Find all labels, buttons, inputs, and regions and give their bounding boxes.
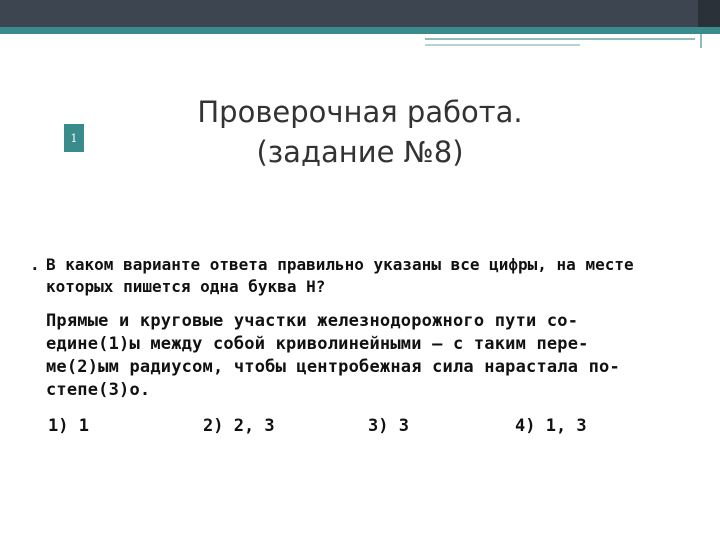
answer-option-2: 2) 2, 3 <box>203 416 275 436</box>
question-text: В каком варианте ответа правильно указаны все цифры, на месте которых пишется одна буква Н? <box>46 255 634 296</box>
slide-title <box>140 92 580 172</box>
answer-options <box>48 416 648 440</box>
bullet: . <box>30 255 40 274</box>
teal-accent-band <box>0 27 720 34</box>
passage-text: Прямые и круговые участки железнодорожного пути со- едине(1)ы между собой криволинейными — с таким пере- ме(2)ым радиусом, чтобы центробежная сила нарастала по- степе(3)о. <box>46 311 620 400</box>
answer-option-3: 3) 3 <box>368 416 409 436</box>
task-block <box>30 254 675 402</box>
top-bar <box>0 0 720 27</box>
answer-option-4: 4) 1, 3 <box>515 416 587 436</box>
top-bar-corner <box>698 0 720 27</box>
decorative-line <box>700 34 702 48</box>
slide-number: 1 <box>64 124 84 152</box>
decorative-line <box>425 38 695 40</box>
title-line: (задание №8) <box>256 135 464 169</box>
answer-option-1: 1) 1 <box>48 416 89 436</box>
title-line: Проверочная работа. <box>197 95 523 129</box>
decorative-line <box>425 44 580 46</box>
